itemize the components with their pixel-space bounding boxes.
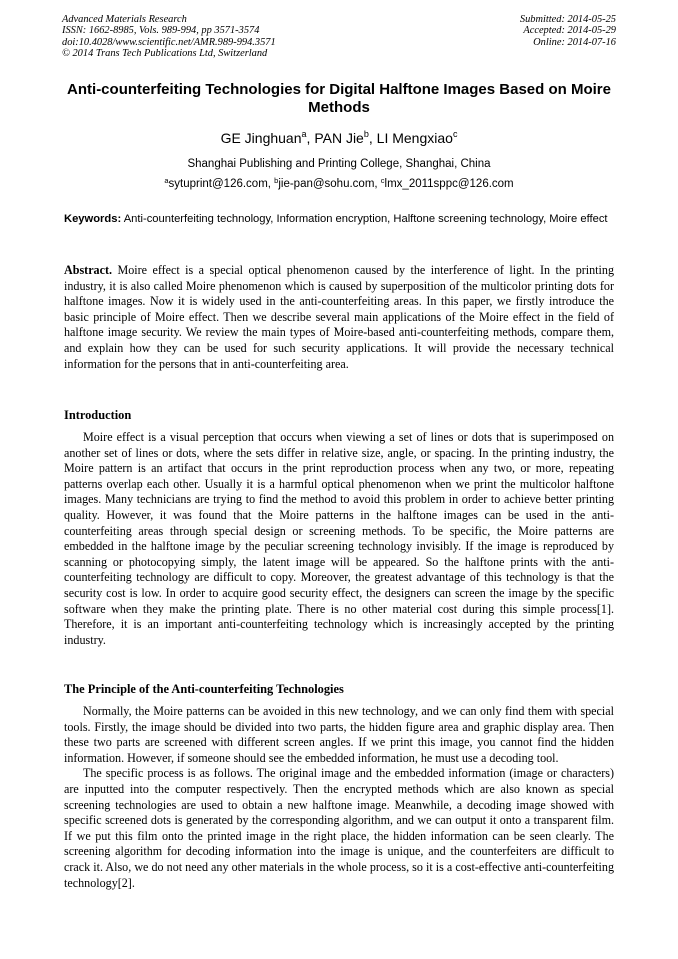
author-mark: b [363, 129, 369, 139]
issn-line: ISSN: 1662-8985, Vols. 989-994, pp 3571-3574 [62, 25, 260, 37]
email-link[interactable]: jie-pan@sohu.com [278, 178, 375, 190]
principle-body [64, 704, 614, 891]
journal-name: Advanced Materials Research [62, 14, 187, 25]
email-mark: b [274, 176, 279, 185]
author-name: LI Mengxiao [376, 130, 453, 146]
keywords-text: Anti-counterfeiting technology, Information encryption, Halftone screening technology, Moire effect [123, 213, 608, 225]
abstract-label: Abstract. [64, 263, 113, 277]
email-list: $^a$sytuprint@126.com, $^b$jie-pan@sohu.com, $^c$lmx_2011sppc@126.com [164, 176, 514, 190]
email-mark: a [164, 176, 169, 185]
introduction-body [64, 430, 614, 648]
abstract-text: Moire effect is a special optical phenomenon caused by the interference of light. In the printing industry, it is also called Moire phenomenon which is caused by superposition of the multicolor printing dots for halftone images. Now it is widely used in the anti-counterfeiting areas. In this paper, we firstly introduce the basic principle of Moire effect. Then we describe several main applications of the Moire effect in the field of halftone image security. We review the main types of Moire-based anti-counterfeiting methods, compare them, and explain how they can be used for such security applications. It will provide the necessary technical information for the persons that in anti-counterfeiting area. [64, 263, 614, 371]
paragraph: The specific process is as follows. The original image and the embedded information (image or characters) are inputted into the computer respectively. Then the encrypted methods which are also known as special screening technologies are used to obtain a new halftone image. Meanwhile, a decoding image showed with specific screened dots is generated by the corresponding algorithm, and we can output it onto a transparent film. If we put this film onto the printed image in the right place, the hidden information can be seen clearly. The screening algorithm for decoding information into the image is unique, and the counterfeiters are difficult to crack it. Also, we do not need any other materials in the whole process, so it is a cost-effective anti-counterfeiting technology[2]. [64, 766, 614, 890]
author-mark: c [452, 129, 458, 139]
email-link[interactable]: lmx_2011sppc@126.com [384, 178, 514, 190]
submitted-date: Submitted: 2014-05-25 [519, 14, 616, 25]
author-mark: a [301, 129, 307, 139]
copyright-line: © 2014 Trans Tech Publications Ltd, Switzerland [62, 48, 268, 60]
section-heading-principle: The Principle of the Anti-counterfeiting Technologies [64, 682, 344, 696]
online-date: Online: 2014-07-16 [533, 36, 616, 48]
author-name: PAN Jie [314, 130, 364, 146]
accepted-date: Accepted: 2014-05-29 [523, 25, 616, 37]
author-list: GE Jinghuan$^a$, PAN Jie$^b$, LI Mengxiao$^c$ [220, 129, 458, 146]
journal-info [62, 14, 276, 60]
section-heading-introduction: Introduction [64, 408, 132, 422]
author-name: GE Jinghuan [220, 130, 302, 146]
paragraph: Moire effect is a visual perception that occurs when viewing a set of lines or dots that is superimposed on another set of lines or dots, where the sets differ in relative size, angle, or spacing. In the printing industry, the Moire pattern is an artifact that occurs in the print reproduction process when any two, or more, repeating patterns overlap each other. Usually it is a harmful optical phenomenon when we print the multicolor halftone images. Many technicians are trying to find the method to avoid this problem in order to achieve better printing quality. However, it was found that the Moire patterns in the halftone images can be used in the anti-counterfeiting areas through special design or screening methods. To be specific, the Moire patterns are embedded in the halftone image by the peculiar screening technology invisibly. If the image is reproduced by scanning or photocopying simply, the latent image will be appeared. So the halftone prints with the anti-counterfeiting technology are difficult to copy. Moreover, the greatest advantage of this technology is that the security cost is low. In order to acquire good security effect, the designers can screen the image by the specific software when they make the printing plate. There is no other material cost during this simple process[1]. Therefore, it is an important anti-counterfeiting technology which is increasingly accepted by the printing industry. [64, 430, 614, 647]
email-mark: c [380, 176, 385, 185]
keywords-block [64, 212, 614, 227]
paper-title: Anti-counterfeiting Technologies for Digital Halftone Images Based on Moire Methods [67, 81, 611, 116]
email-link[interactable]: sytuprint@126.com [168, 178, 268, 190]
affiliation: Shanghai Publishing and Printing College, Shanghai, China [187, 158, 491, 170]
paragraph: Normally, the Moire patterns can be avoided in this new technology, and we can only find them with special tools. Firstly, the image should be divided into two parts, the hidden figure area and graphic display area. Then these two parts are screened with different screen angles. If we print this image, you cannot find the hidden information. However, if someone should see the embedded information, he must use a decoding tool. [64, 704, 614, 765]
publication-dates [520, 14, 616, 48]
keywords-label: Keywords: [64, 213, 122, 225]
abstract-block [64, 263, 614, 372]
doi-line: doi:10.4028/www.scientific.net/AMR.989-994.3571 [62, 36, 276, 48]
